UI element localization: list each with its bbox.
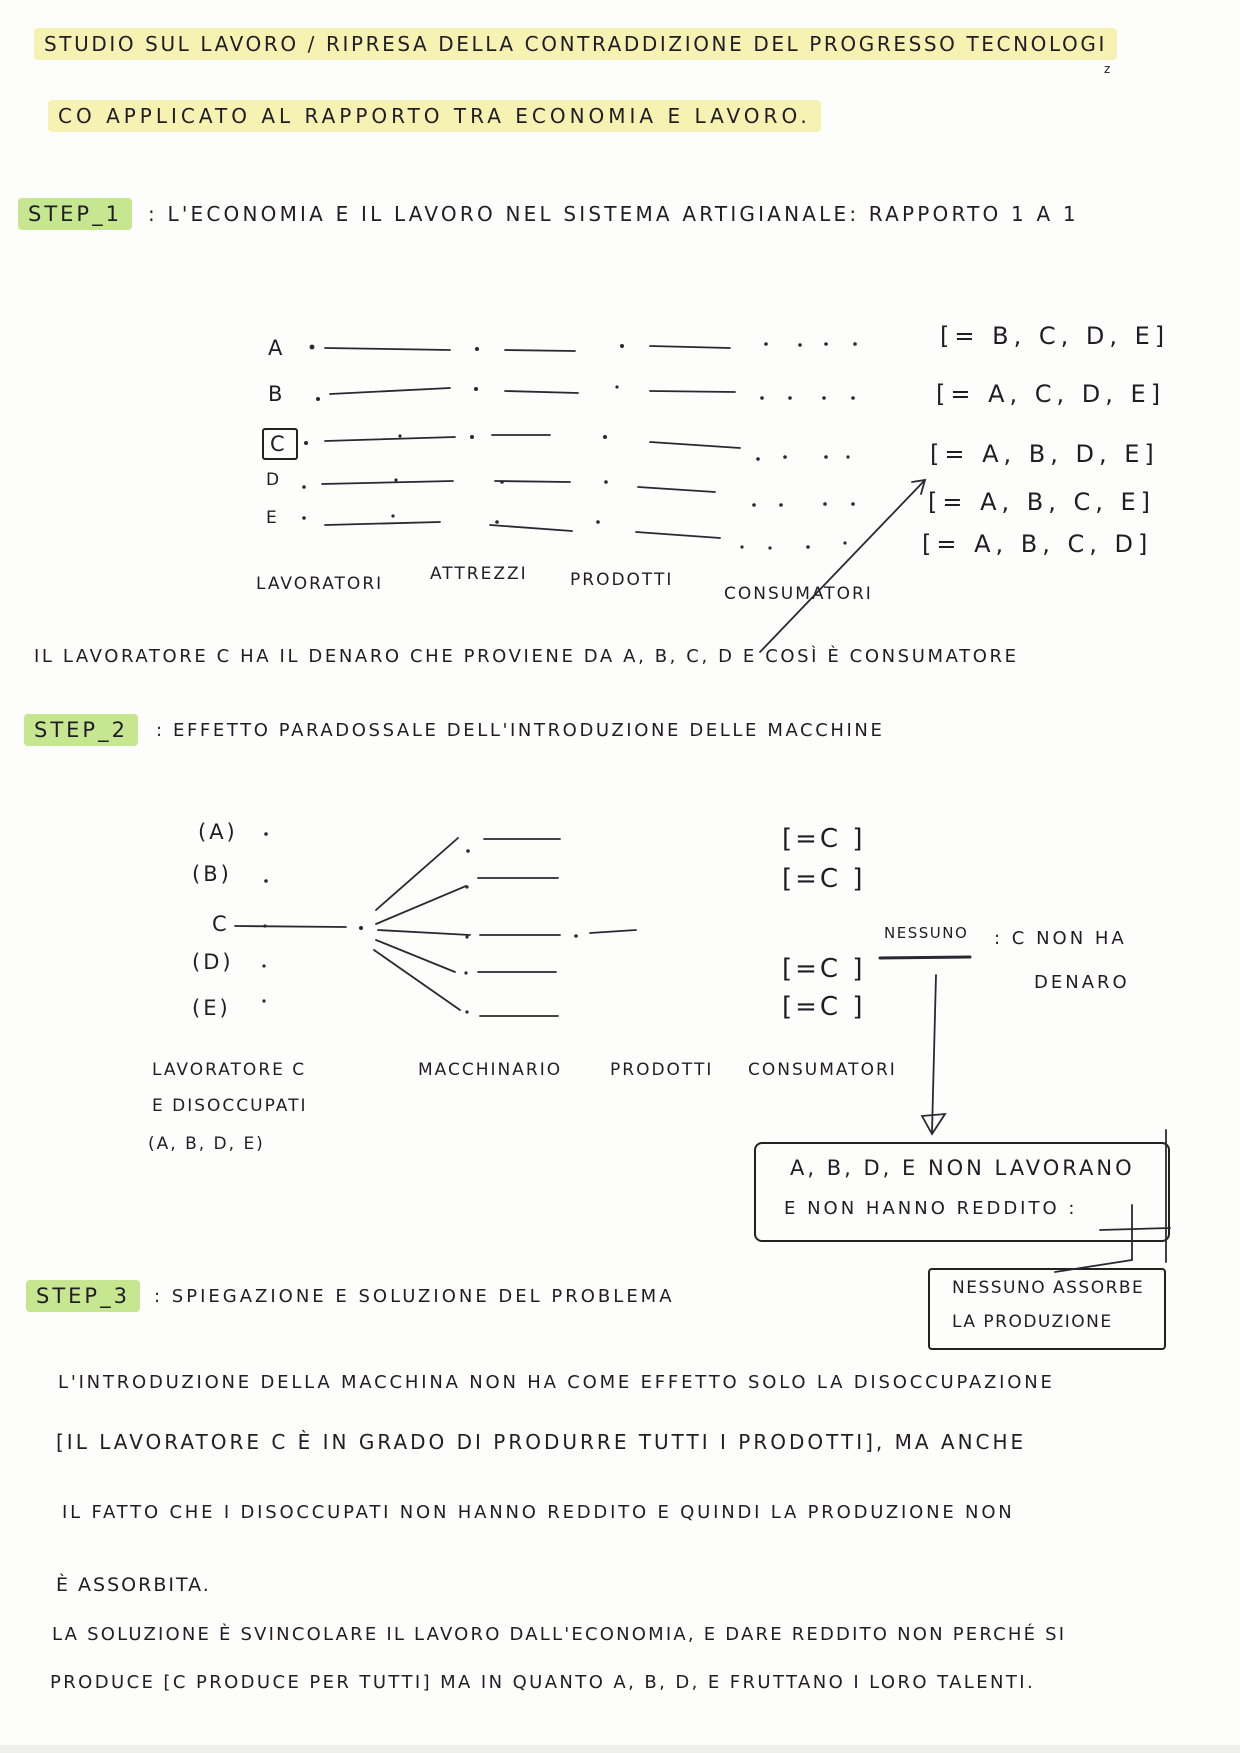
step3-paragraph-line-6: PRODUCE [C PRODUCE PER TUTTI] MA IN QUANTO A, B, D, E FRUTTANO I LORO TALENTI. <box>50 1672 1036 1693</box>
step2-col-products: PRODOTTI <box>610 1060 714 1080</box>
no-absorption-box-line-1: NESSUNO ASSORBE <box>952 1278 1145 1298</box>
step3-paragraph-line-4: È ASSORBITA. <box>56 1574 211 1596</box>
scan-bottom-edge <box>0 1745 1240 1753</box>
step2-col-workers-3: (A, B, D, E) <box>148 1134 265 1154</box>
step2-consumers-5: [=C ] <box>782 992 866 1022</box>
step2-worker-c: C <box>212 912 230 936</box>
step3-paragraph-line-2: [IL LAVORATORE C È IN GRADO DI PRODURRE TUTTI I PRODOTTI], MA ANCHE <box>56 1430 1027 1454</box>
step1-col-products: PRODOTTI <box>570 570 674 590</box>
step1-consumers-e: [= A, B, C, D] <box>922 530 1153 558</box>
step2-worker-e: (E) <box>192 996 231 1020</box>
step2-heading: : EFFETTO PARADOSSALE DELL'INTRODUZIONE DELLE MACCHINE <box>156 720 885 741</box>
step1-consumers-a: [= B, C, D, E] <box>940 322 1170 350</box>
step2-nobody-note-2: DENARO <box>1034 972 1130 993</box>
step1-consumers-c: [= A, B, D, E] <box>930 440 1159 468</box>
step2-worker-b: (B) <box>192 862 232 886</box>
step3-paragraph-line-5: LA SOLUZIONE È SVINCOLARE IL LAVORO DALL'ECONOMIA, E DARE REDDITO NON PERCHÉ SI <box>52 1624 1067 1645</box>
step1-col-consumers: CONSUMATORI <box>724 584 873 604</box>
step1-consumers-b: [= A, C, D, E] <box>936 380 1166 408</box>
step2-nobody-note-1: : C NON HA <box>994 928 1127 949</box>
step1-label: STEP_1 <box>18 198 132 230</box>
title-line-1: STUDIO SUL LAVORO / RIPRESA DELLA CONTRADDIZIONE DEL PROGRESSO TECNOLOGI <box>34 28 1117 60</box>
step2-consumers-1: [=C ] <box>782 824 866 854</box>
step2-label: STEP_2 <box>24 714 138 746</box>
title-superscript: z <box>1104 62 1114 76</box>
step2-col-machinery: MACCHINARIO <box>418 1060 563 1080</box>
step2-consumers-4: [=C ] <box>782 954 866 984</box>
step2-consumers-2: [=C ] <box>782 864 866 894</box>
step2-col-workers-2: E DISOCCUPATI <box>152 1096 308 1116</box>
step1-worker-d: D <box>266 470 283 490</box>
no-absorption-box-line-2: LA PRODUZIONE <box>952 1312 1113 1332</box>
step2-col-workers-1: LAVORATORE C <box>152 1060 307 1080</box>
step1-heading: : L'ECONOMIA E IL LAVORO NEL SISTEMA ARTIGIANALE: RAPPORTO 1 A 1 <box>148 202 1079 226</box>
step1-worker-a: A <box>268 336 286 360</box>
step3-paragraph-line-3: IL FATTO CHE I DISOCCUPATI NON HANNO REDDITO E QUINDI LA PRODUZIONE NON <box>62 1502 1015 1523</box>
step1-note: IL LAVORATORE C HA IL DENARO CHE PROVIENE DA A, B, C, D E COSÌ È CONSUMATORE <box>34 646 1019 667</box>
step2-nobody-label: NESSUNO <box>884 924 969 942</box>
step1-worker-e: E <box>266 508 280 528</box>
step1-col-tools: ATTREZZI <box>430 564 528 584</box>
step2-worker-a: (A) <box>198 820 238 844</box>
no-income-box-line-2: E NON HANNO REDDITO : <box>784 1198 1078 1219</box>
step1-worker-b: B <box>268 382 286 406</box>
step1-col-workers: LAVORATORI <box>256 574 384 594</box>
step3-paragraph-line-1: L'INTRODUZIONE DELLA MACCHINA NON HA COME EFFETTO SOLO LA DISOCCUPAZIONE <box>58 1372 1055 1393</box>
title-line-2: CO APPLICATO AL RAPPORTO TRA ECONOMIA E LAVORO. <box>48 100 821 132</box>
step1-worker-c-highlighted: C <box>262 428 298 460</box>
step1-consumers-d: [= A, B, C, E] <box>928 488 1156 516</box>
step2-col-consumers: CONSUMATORI <box>748 1060 897 1080</box>
no-income-box-line-1: A, B, D, E NON LAVORANO <box>790 1156 1135 1180</box>
step2-worker-d: (D) <box>192 950 234 974</box>
step3-heading: : SPIEGAZIONE E SOLUZIONE DEL PROBLEMA <box>154 1286 675 1307</box>
step3-label: STEP_3 <box>26 1280 140 1312</box>
